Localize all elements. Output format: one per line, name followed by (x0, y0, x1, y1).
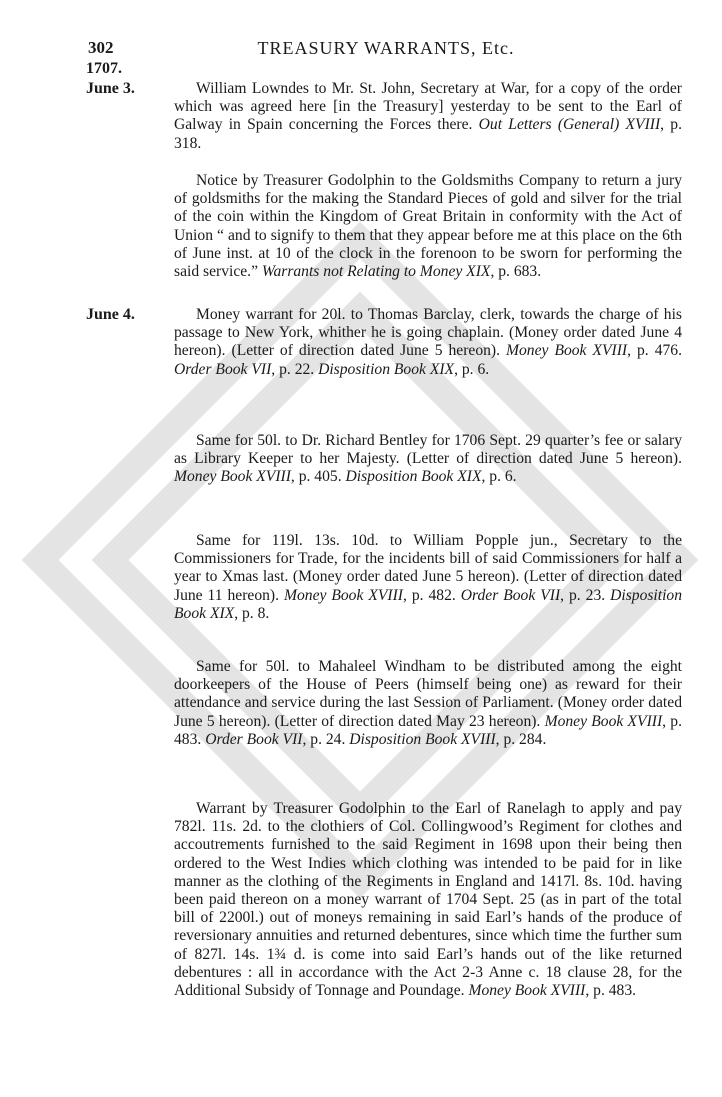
running-title: TREASURY WARRANTS, Etc. (257, 38, 515, 58)
entry-goldsmiths-notice: Notice by Treasurer Godolphin to the Goldsmiths Company to return a jury of goldsmiths for the making the Standard Pieces of gold and silver for the trial of the coin within the Kingdom of Great Britain in conformity with the Act of Union “ and to signify to them that they appear before me at this place on the 6th of June inst. at 10 of the clock in the forenoon to be sworn for performing the said service.” Warrants not Relating to Money XIX, p. 683. (174, 172, 682, 281)
year-label: 1707. (86, 60, 122, 77)
date-label-june-4: June 4. (86, 306, 135, 323)
entry-popple-warrant: Same for 119l. 13s. 10d. to William Popple jun., Secretary to the Commissioners for Trade, for the incidents bill of said Commissioners for half a year to Xmas last. (Money order dated June 5 hereon). (Letter of direction dated June 11 hereon). Money Book XVIII, p. 482. Order Book VII, p. 23. Disposition Book XIX, p. 8. (174, 532, 683, 622)
entry-ranelagh-warrant: Warrant by Treasurer Godolphin to the Earl of Ranelagh to apply and pay 782l. 11s. 2d. to the clothiers of Col. Collingwood’s Regiment for clothes and accoutrements furnished to the said Regiment in 1698 upon their being then ordered to the West Indies which clothing was intended to be paid for in like manner as the clothing of the Regiments in England and 1417l. 8s. 10d. having been paid thereon on a money warrant of 1704 Sept. 25 (as in part of the total bill of 2200l.) out of moneys remaining in said Earl’s hands of the produce of reversionary annuities and returned debentures, since which time the further sum of 827l. 14s. 1¾ d. is come into said Earl’s hands out of the like returned debentures : all in accordance with the Act 2-3 Anne c. 18 clause 28, for the Additional Subsidy of Tonnage and Poundage. Money Book XVIII, p. 483. (174, 800, 682, 1000)
page-number: 302 (88, 38, 114, 57)
entry-barclay-warrant: Money warrant for 20l. to Thomas Barclay, clerk, towards the charge of his passage to New York, whither he is going chaplain. (Money order dated June 4 hereon). (Letter of direction dated June 5 hereon). Money Book XVIII, p. 476. Order Book VII, p. 22. Disposition Book XIX, p. 6. (174, 306, 682, 378)
page-header (88, 38, 684, 62)
entry-windham-warrant: Same for 50l. to Mahaleel Windham to be distributed among the eight doorkeepers of the House of Peers (himself being one) as reward for their attendance and service during the last Session of Parliament. (Money order dated June 5 hereon). (Letter of direction dated May 23 hereon). Money Book XVIII, p. 483. Order Book VII, p. 24. Disposition Book XVIII, p. 284. (174, 658, 682, 748)
date-label-june-3: June 3. (86, 80, 135, 97)
entry-bentley-warrant: Same for 50l. to Dr. Richard Bentley for 1706 Sept. 29 quarter’s fee or salary as Library Keeper to her Majesty. (Letter of direction dated June 5 hereon). Money Book XVIII, p. 405. Disposition Book XIX, p. 6. (174, 432, 682, 486)
entry-lowndes-letter: William Lowndes to Mr. St. John, Secretary at War, for a copy of the order which was agreed here [in the Treasury] yesterday to be sent to the Earl of Galway in Spain concerning the Forces there. Out Letters (General) XVIII, p. 318. (174, 80, 682, 152)
